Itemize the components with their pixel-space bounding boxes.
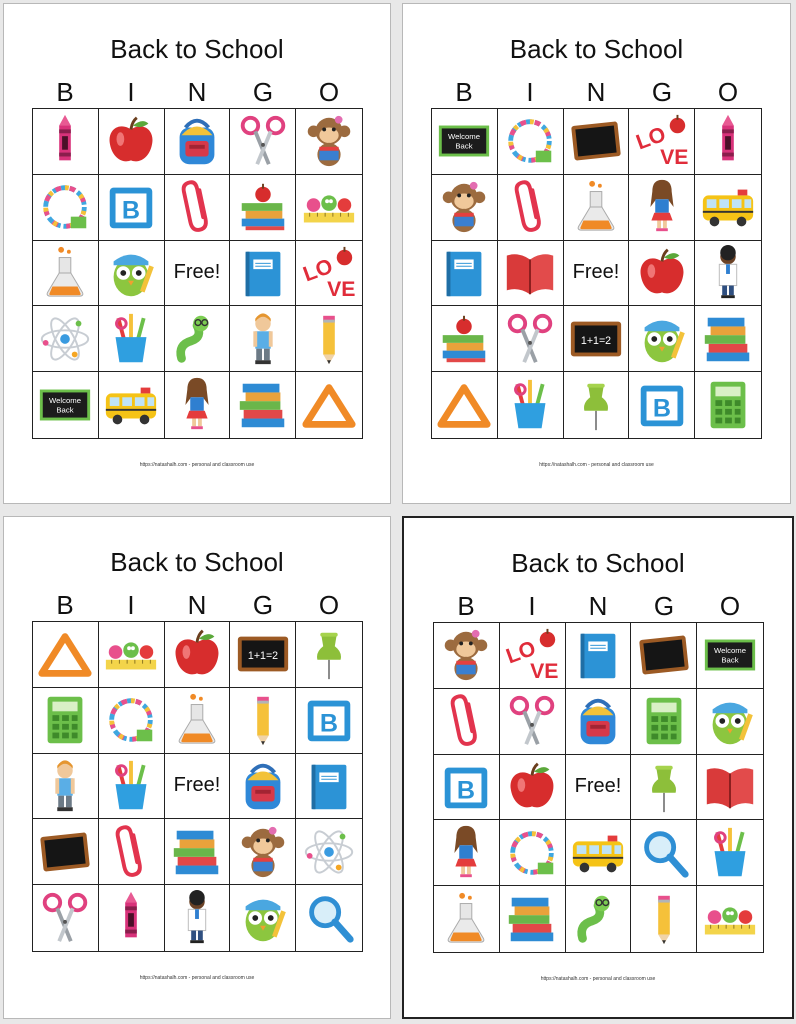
bingo-letter-o: O (318, 590, 340, 620)
bingo-cell-flask (434, 886, 500, 952)
card-title: Back to School (110, 34, 284, 64)
free-label: Free! (574, 775, 622, 798)
owl-icon (234, 889, 292, 947)
bingo-card-4 (402, 516, 794, 1019)
bingo-cell-girl (629, 175, 695, 241)
pencil-cup-icon (501, 376, 559, 434)
scientist-icon (168, 889, 226, 947)
owl-icon (633, 310, 691, 368)
card-title: Back to School (509, 34, 684, 64)
bingo-cell-monkey (296, 109, 362, 175)
bingo-cell-block-b (434, 755, 500, 821)
atom-icon (300, 823, 358, 881)
love-icon (633, 112, 691, 170)
bingo-cell-pencil-cup (697, 820, 763, 886)
owl-icon (701, 692, 759, 750)
notebook-icon (234, 244, 292, 302)
books-icon (699, 310, 757, 368)
bingo-cell-monkey (434, 623, 500, 689)
bingo-cell-pencil (631, 886, 697, 952)
bingo-cell-books (165, 819, 231, 885)
bingo-cell-boy (230, 306, 296, 372)
bingo-cell-paperclip (165, 175, 231, 241)
magnifier-icon (635, 824, 693, 882)
owls-ruler-icon (701, 890, 759, 948)
bingo-cell-crayon (99, 885, 165, 951)
bingo-cell-scientist (695, 241, 761, 307)
bingo-cell-block-b (99, 175, 165, 241)
svg-text:Back: Back (56, 405, 74, 415)
bingo-cell-triangle (296, 372, 362, 438)
pencil-icon (300, 310, 358, 368)
bingo-letter-i: I (528, 591, 536, 621)
bingo-letters (431, 77, 761, 108)
bingo-cell-block-b (629, 372, 695, 438)
bingo-cell-paperclip (99, 819, 165, 885)
girl-icon (168, 376, 226, 434)
books-icon (503, 890, 561, 948)
book-icon (501, 244, 559, 302)
bingo-letter-i: I (526, 77, 534, 107)
bingo-cell-magnifier (631, 820, 697, 886)
pencil-cup-icon (102, 757, 160, 815)
triangle-icon (300, 376, 358, 434)
bingo-cell-scissors (498, 306, 564, 372)
scissors-icon (503, 692, 561, 750)
bingo-cell-boy (33, 754, 99, 820)
bingo-cell-flask (165, 688, 231, 754)
svg-text:1+1=2: 1+1=2 (580, 334, 612, 347)
scissors-icon (234, 112, 292, 170)
bingo-cell-chalkboard (564, 109, 630, 175)
svg-text:VE: VE (327, 277, 356, 302)
monkey-icon (437, 626, 495, 684)
flask-icon (168, 691, 226, 749)
paperclip-icon (501, 178, 559, 236)
welcome-board-icon (435, 112, 493, 170)
bingo-cell-books (695, 306, 761, 372)
bingo-card-2 (402, 3, 791, 504)
bingo-cell-pushpin (564, 372, 630, 438)
bingo-cell-crayon (33, 109, 99, 175)
owls-ruler-icon (300, 178, 358, 236)
apple-icon (168, 625, 226, 683)
backpack-icon (168, 112, 226, 170)
bingo-letter-o: O (717, 77, 739, 107)
pencil-cup-icon (701, 824, 759, 882)
svg-text:B: B (457, 776, 476, 805)
free-space (566, 755, 632, 821)
bingo-cell-notebook (432, 241, 498, 307)
bingo-letter-i: I (127, 77, 135, 107)
flask-icon (437, 890, 495, 948)
pencil-icon (635, 890, 693, 948)
bingo-cell-calculator (33, 688, 99, 754)
bingo-cell-chain (498, 109, 564, 175)
block-b-icon (437, 758, 495, 816)
bingo-cell-chain (99, 688, 165, 754)
flask-icon (36, 244, 94, 302)
bingo-letter-b: B (455, 77, 473, 107)
bingo-cell-girl (165, 372, 231, 438)
bingo-cell-scientist (165, 885, 231, 951)
bingo-letter-g: G (252, 590, 274, 620)
svg-text:LO: LO (300, 253, 336, 287)
bingo-cell-owl (697, 689, 763, 755)
notebook-icon (435, 244, 493, 302)
bingo-cell-owls-ruler (697, 886, 763, 952)
bingo-letter-o: O (318, 77, 340, 107)
books-icon (234, 376, 292, 434)
bingo-letters (433, 591, 763, 622)
bingo-cell-love (629, 109, 695, 175)
bingo-cell-owls-ruler (99, 622, 165, 688)
bingo-cell-triangle (432, 372, 498, 438)
books-icon (168, 823, 226, 881)
bingo-cell-welcome-board (33, 372, 99, 438)
pushpin-icon (567, 376, 625, 434)
card-title: Back to School (511, 548, 685, 578)
calculator-icon (699, 376, 757, 434)
chain-icon (503, 824, 561, 882)
bus-icon (569, 824, 627, 882)
svg-text:Back: Back (455, 142, 473, 152)
monkey-icon (435, 178, 493, 236)
bingo-letter-n: N (187, 77, 207, 107)
pushpin-icon (635, 758, 693, 816)
welcome-board-icon (701, 626, 759, 684)
bingo-cell-magnifier (296, 885, 362, 951)
card-title: Back to School (110, 547, 284, 577)
bingo-cell-apple (99, 109, 165, 175)
paperclip-icon (102, 823, 160, 881)
card-footer: https://natashalh.com - personal and classroom use (139, 462, 255, 468)
bingo-cell-block-b (296, 688, 362, 754)
bingo-cell-chalkboard (33, 819, 99, 885)
free-space (165, 754, 231, 820)
bingo-cell-girl (434, 820, 500, 886)
bingo-cell-owls-ruler (296, 175, 362, 241)
chain-icon (36, 178, 94, 236)
bingo-cell-scissors (230, 109, 296, 175)
bingo-card-1 (3, 3, 391, 504)
bingo-cell-welcome-board (697, 623, 763, 689)
free-space (564, 241, 630, 307)
free-label: Free! (173, 261, 221, 284)
boy-icon (234, 310, 292, 368)
bingo-cell-pushpin (631, 755, 697, 821)
apple-icon (633, 244, 691, 302)
bingo-cell-book (498, 241, 564, 307)
card-footer: https://natashalh.com - personal and classroom use (540, 976, 656, 982)
scissors-icon (501, 310, 559, 368)
bingo-letter-g: G (252, 77, 274, 107)
notebook-icon (300, 757, 358, 815)
scientist-icon (699, 244, 757, 302)
bingo-letter-n: N (588, 591, 608, 621)
flask-icon (567, 178, 625, 236)
bingo-cell-apple (500, 755, 566, 821)
bingo-cell-chalkboard (631, 623, 697, 689)
bingo-cell-paperclip (498, 175, 564, 241)
svg-text:Welcome: Welcome (49, 396, 82, 406)
girl-icon (633, 178, 691, 236)
bus-icon (699, 178, 757, 236)
bingo-cell-backpack (566, 689, 632, 755)
bingo-cell-atom (296, 819, 362, 885)
chain-icon (102, 691, 160, 749)
svg-text:1+1=2: 1+1=2 (247, 650, 278, 663)
svg-text:B: B (320, 709, 339, 738)
chalkboard-icon (567, 112, 625, 170)
bingo-cell-pencil-cup (99, 754, 165, 820)
bingo-cell-triangle (33, 622, 99, 688)
bingo-cell-backpack (165, 109, 231, 175)
bingo-cell-pencil (296, 306, 362, 372)
bingo-cell-love (296, 241, 362, 307)
bingo-cell-books-apple (230, 175, 296, 241)
owl-icon (102, 244, 160, 302)
bingo-letter-g: G (651, 77, 673, 107)
bingo-cell-math-board (230, 622, 296, 688)
atom-icon (36, 310, 94, 368)
books-apple-icon (435, 310, 493, 368)
math-board-icon (234, 625, 292, 683)
bingo-cell-books-apple (432, 306, 498, 372)
bingo-letter-n: N (586, 77, 606, 107)
svg-text:LO: LO (503, 636, 540, 669)
bingo-cell-bus (99, 372, 165, 438)
bingo-letter-i: I (127, 590, 135, 620)
bingo-cell-notebook (566, 623, 632, 689)
bingo-cell-books (230, 372, 296, 438)
bingo-cell-notebook (296, 754, 362, 820)
bingo-grid (32, 621, 363, 952)
triangle-icon (435, 376, 493, 434)
block-b-icon (300, 691, 358, 749)
card-footer: https://natashalh.com - personal and classroom use (539, 462, 654, 468)
bingo-cell-bus (695, 175, 761, 241)
scissors-icon (36, 889, 94, 947)
free-space (165, 241, 231, 307)
triangle-icon (36, 625, 94, 683)
bingo-cell-love (500, 623, 566, 689)
bingo-cell-pencil (230, 688, 296, 754)
chain-icon (501, 112, 559, 170)
magnifier-icon (300, 889, 358, 947)
bingo-cell-owl (99, 241, 165, 307)
books-apple-icon (234, 178, 292, 236)
svg-text:VE: VE (530, 659, 559, 684)
bingo-cell-flask (33, 241, 99, 307)
bingo-cell-apple (165, 622, 231, 688)
worm-icon (168, 310, 226, 368)
bus-icon (102, 376, 160, 434)
crayon-icon (36, 112, 94, 170)
backpack-icon (569, 692, 627, 750)
bingo-grid (32, 108, 363, 439)
bingo-cell-bus (566, 820, 632, 886)
bingo-cell-worm (165, 306, 231, 372)
owls-ruler-icon (102, 625, 160, 683)
pencil-cup-icon (102, 310, 160, 368)
apple-icon (503, 758, 561, 816)
calculator-icon (36, 691, 94, 749)
bingo-cell-flask (564, 175, 630, 241)
bingo-cell-atom (33, 306, 99, 372)
bingo-cell-calculator (631, 689, 697, 755)
bingo-cell-monkey (432, 175, 498, 241)
crayon-icon (699, 112, 757, 170)
notebook-icon (569, 626, 627, 684)
bingo-cell-pencil-cup (99, 306, 165, 372)
welcome-board-icon (36, 376, 94, 434)
crayon-icon (102, 889, 160, 947)
bingo-letters (32, 590, 362, 621)
bingo-cell-notebook (230, 241, 296, 307)
love-icon (300, 244, 358, 302)
monkey-icon (234, 823, 292, 881)
bingo-cell-chain (33, 175, 99, 241)
bingo-cell-chain (500, 820, 566, 886)
svg-text:B: B (652, 394, 671, 423)
bingo-cell-calculator (695, 372, 761, 438)
backpack-icon (234, 757, 292, 815)
bingo-card-3 (3, 516, 391, 1019)
bingo-cell-worm (566, 886, 632, 952)
bingo-cell-scissors (33, 885, 99, 951)
bingo-cell-welcome-board (432, 109, 498, 175)
svg-text:B: B (122, 196, 141, 225)
calculator-icon (635, 692, 693, 750)
girl-icon (437, 824, 495, 882)
bingo-cell-backpack (230, 754, 296, 820)
bingo-grid (433, 622, 764, 953)
bingo-cell-paperclip (434, 689, 500, 755)
svg-text:Welcome: Welcome (714, 646, 747, 656)
svg-text:Back: Back (721, 656, 739, 666)
block-b-icon (633, 376, 691, 434)
svg-text:LO: LO (632, 122, 669, 155)
chalkboard-icon (635, 626, 693, 684)
free-label: Free! (173, 774, 221, 797)
free-label: Free! (572, 261, 620, 284)
bingo-cell-monkey (230, 819, 296, 885)
bingo-cell-pencil-cup (498, 372, 564, 438)
block-b-icon (102, 178, 160, 236)
card-footer: https://natashalh.com - personal and classroom use (139, 975, 255, 981)
bingo-letter-n: N (187, 590, 207, 620)
bingo-cell-book (697, 755, 763, 821)
bingo-cell-owl (629, 306, 695, 372)
bingo-letter-o: O (719, 591, 741, 621)
pushpin-icon (300, 625, 358, 683)
bingo-cell-apple (629, 241, 695, 307)
bingo-letters (32, 77, 362, 108)
bingo-letter-b: B (56, 590, 74, 620)
bingo-letter-b: B (56, 77, 74, 107)
bingo-cell-crayon (695, 109, 761, 175)
worm-icon (569, 890, 627, 948)
bingo-grid (431, 108, 762, 439)
bingo-cell-math-board (564, 306, 630, 372)
pencil-icon (234, 691, 292, 749)
math-board-icon (567, 310, 625, 368)
bingo-cell-scissors (500, 689, 566, 755)
bingo-cell-owl (230, 885, 296, 951)
bingo-cell-books (500, 886, 566, 952)
svg-text:VE: VE (659, 145, 689, 170)
bingo-cell-pushpin (296, 622, 362, 688)
svg-text:Welcome: Welcome (448, 132, 481, 142)
monkey-icon (300, 112, 358, 170)
bingo-letter-b: B (457, 591, 475, 621)
paperclip-icon (437, 692, 495, 750)
bingo-letter-g: G (653, 591, 675, 621)
book-icon (701, 758, 759, 816)
love-icon (503, 626, 561, 684)
chalkboard-icon (36, 823, 94, 881)
boy-icon (36, 757, 94, 815)
apple-icon (102, 112, 160, 170)
paperclip-icon (168, 178, 226, 236)
